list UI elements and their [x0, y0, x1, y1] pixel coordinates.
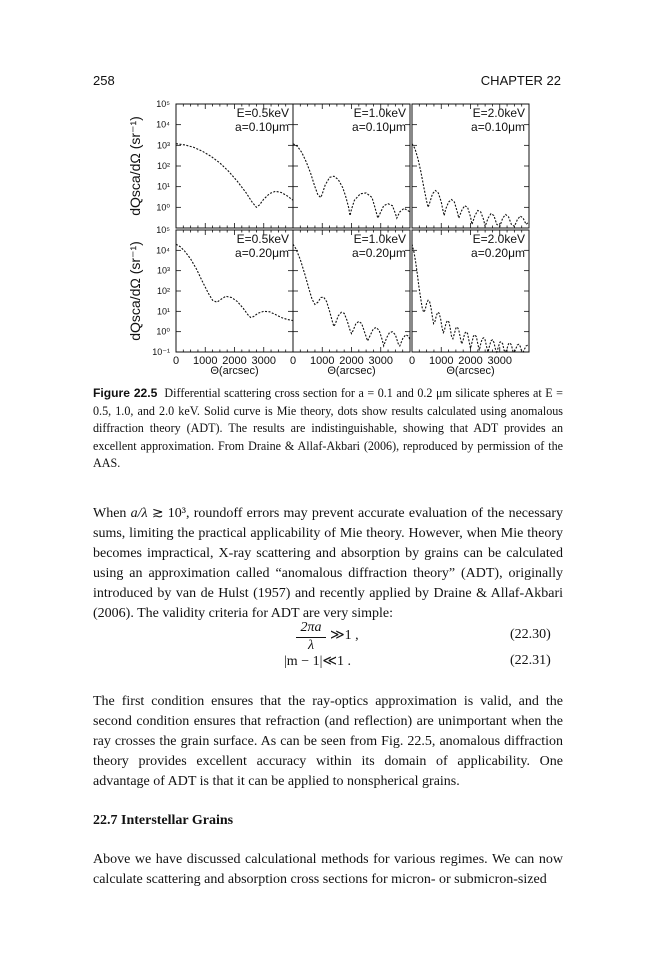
- y-tick-label: 10¹: [156, 306, 170, 317]
- y-tick-label: 10⁰: [156, 202, 170, 213]
- y-tick-label: 10⁵: [156, 99, 170, 109]
- para1-var: a/λ: [130, 506, 148, 521]
- panel-energy-label: E=1.0keV: [353, 106, 406, 120]
- panel-radius-label: a=0.10μm: [352, 120, 406, 134]
- panel-radius-label: a=0.20μm: [471, 246, 525, 260]
- y-tick-label: 10⁵: [156, 225, 170, 235]
- equation-22-31: |m − 1|≪1 .: [284, 654, 352, 669]
- equation-22-31-number: (22.31): [510, 653, 551, 668]
- x-tick-label: 2000: [458, 355, 483, 367]
- y-tick-label: 10³: [156, 140, 170, 151]
- y-tick-label: 10²: [156, 161, 170, 171]
- panel-energy-label: E=0.5keV: [236, 232, 289, 246]
- page-number: 258: [93, 73, 115, 88]
- figure-label: Figure 22.5: [93, 386, 158, 400]
- para1-approx: ≳ 10³: [147, 506, 186, 521]
- x-axis-label: Θ(arcsec): [446, 365, 495, 377]
- y-tick-label: 10²: [156, 286, 170, 296]
- x-axis-label: Θ(arcsec): [210, 365, 259, 377]
- x-tick-label: 3000: [487, 355, 512, 367]
- figure-22-5-chart: [0, 0, 650, 385]
- panel-energy-label: E=2.0keV: [472, 106, 525, 120]
- panel-radius-label: a=0.20μm: [235, 246, 289, 260]
- para1-lead: When: [93, 506, 131, 521]
- scattering-curve: [412, 244, 529, 352]
- scattering-curve: [293, 144, 410, 218]
- y-tick-label: 10¹: [156, 181, 170, 192]
- x-tick-label: 0: [289, 355, 297, 367]
- panel-energy-label: E=2.0keV: [472, 232, 525, 246]
- panel-radius-label: a=0.10μm: [471, 120, 525, 134]
- paragraph-3: Above we have discussed calculational methods for various regimes. We can now calculate scattering and absorption cross sections for micron- or submicron-sized: [93, 852, 563, 887]
- paragraph-2: The first condition ensures that the ray-optics approximation is valid, and the second condition ensures that refraction (and reflection) are unimportant when the ray crosses the grain surface. As can be seen from Fig. 22.5, anomalous diffraction theory provides excellent accuracy within its domain of applicability. One advantage of ADT is that it can be applied to nonspherical grains.: [93, 694, 563, 789]
- x-tick-label: 0: [172, 355, 180, 367]
- scattering-curve: [176, 144, 293, 208]
- y-tick-label: 10³: [156, 265, 170, 276]
- scattering-curve: [412, 144, 529, 227]
- y-tick-label: 10⁻¹: [152, 347, 170, 357]
- y-axis-label: dQsca/dΩ (sr⁻¹): [127, 116, 143, 216]
- x-tick-label: 2000: [222, 355, 247, 367]
- equation-22-30-fraction: [296, 620, 326, 654]
- equation-22-30-number: (22.30): [510, 627, 551, 642]
- x-axis-label: Θ(arcsec): [327, 365, 376, 377]
- panel-radius-label: a=0.10μm: [235, 120, 289, 134]
- section-heading: 22.7 Interstellar Grains: [93, 813, 234, 828]
- x-tick-label: 3000: [368, 355, 393, 367]
- panel-energy-label: E=1.0keV: [353, 232, 406, 246]
- x-tick-label: 1000: [310, 355, 335, 367]
- x-tick-label: 1000: [193, 355, 218, 367]
- panel-energy-label: E=0.5keV: [236, 106, 289, 120]
- x-tick-label: 3000: [251, 355, 276, 367]
- y-axis-label: dQsca/dΩ (sr⁻¹): [127, 241, 143, 341]
- y-tick-label: 10⁴: [156, 119, 170, 130]
- figure-caption-text: Differential scattering cross section for a = 0.1 and 0.2 μm silicate spheres at E = 0.5, 1.0, and 2.0 keV. Solid curve is Mie theory, dots show results calculated using anomalous diffraction theory (ADT). The results are indistinguishable, showing that ADT provides an excellent approximation. From Draine & Allaf-Akbari (2006), reproduced by permission of the AAS.: [93, 386, 563, 470]
- figure-caption: [93, 385, 563, 473]
- panel-radius-label: a=0.20μm: [352, 246, 406, 260]
- x-tick-label: 0: [408, 355, 416, 367]
- eq1-denominator: λ: [307, 638, 315, 653]
- y-tick-label: 10⁴: [156, 245, 170, 256]
- x-tick-label: 1000: [429, 355, 454, 367]
- x-tick-label: 2000: [339, 355, 364, 367]
- chapter-title: CHAPTER 22: [480, 73, 561, 88]
- eq1-numerator: 2πa: [296, 620, 326, 638]
- paragraph-1: [93, 504, 563, 624]
- equation-22-30-relation: ≫1 ,: [330, 628, 359, 643]
- para1-text: , roundoff errors may prevent accurate evaluation of the necessary sums, limiting the practical applicability of Mie theory. However, when Mie theory becomes impractical, X-ray scattering and absorption by grains can be calculated using an approximation called “anomalous diffraction theory” (ADT), originally introduced by van de Hulst (1957) and recently applied by Draine & Allaf-Akbari (2006). The validity criteria for ADT are very simple:: [93, 506, 564, 621]
- y-tick-label: 10⁰: [156, 326, 170, 337]
